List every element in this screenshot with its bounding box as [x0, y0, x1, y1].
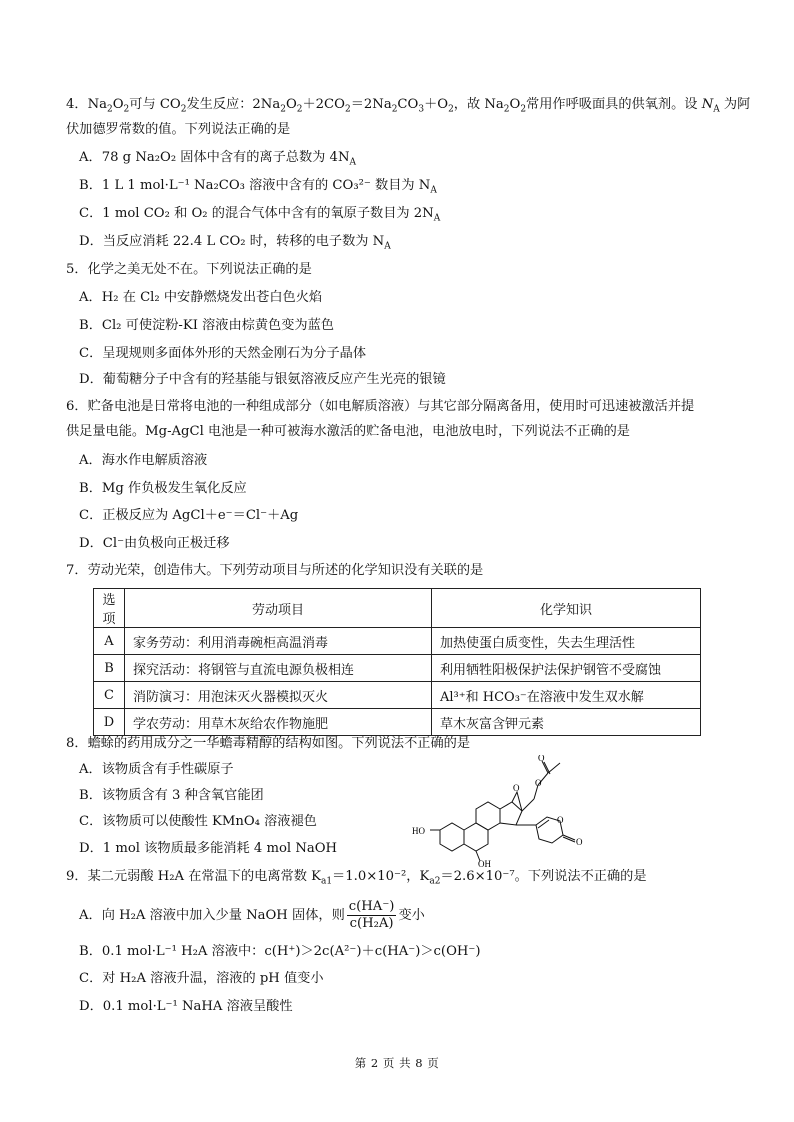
q4-option-b: B．1 L 1 mol·L⁻¹ Na₂CO₃ 溶液中含有的 CO₃²⁻ 数目为 $N_A$ — [79, 178, 437, 196]
q8-option-d: D．1 mol 该物质最多能消耗 4 mol NaOH — [79, 841, 338, 856]
fraction: $\frac{c(HA^-)}{\text{c(H₂A)}}$ — [348, 899, 395, 931]
row-task: 消防演习：用泡沫灭火器模拟灭火 — [125, 682, 432, 709]
table-row — [94, 628, 701, 655]
q4-option-c: C．1 mol CO₂ 和 O₂ 的混合气体中含有的氧原子数目为 $2N_A$ — [79, 206, 441, 224]
q5-option-c: C．呈现规则多面体外形的天然金刚石为分子晶体 — [79, 346, 367, 361]
q8-option-b: B．该物质含有 3 种含氧官能团 — [79, 788, 264, 803]
label-o-ester: O — [535, 778, 542, 788]
q5-option-b: B．Cl₂ 可使淀粉-KI 溶液由棕黄色变为蓝色 — [79, 318, 334, 333]
row-task: 家务劳动：利用消毒碗柜高温消毒 — [125, 628, 432, 655]
q9-option-c: C．对 H₂A 溶液升温，溶液的 pH 值变小 — [79, 971, 324, 986]
row-task: 学农劳动：用草木灰给农作物施肥 — [125, 709, 432, 736]
q6-option-d: D．Cl⁻由负极向正极迁移 — [79, 536, 230, 551]
row-option: D — [94, 709, 125, 736]
row-knowledge: Al³⁺和 HCO₃⁻在溶液中发生双水解 — [432, 682, 701, 709]
q4-stem-line2: 伏加德罗常数的值。下列说法正确的是 — [66, 122, 291, 137]
label-o-epoxide: O — [513, 783, 520, 793]
q6-option-a: A．海水作电解质溶液 — [79, 453, 208, 468]
row-knowledge: 利用牺牲阳极保护法保护钢管不受腐蚀 — [432, 655, 701, 682]
q6-stem-line1: 6．贮备电池是日常将电池的一种组成部分（如电解质溶液）与其它部分隔离备用，使用时可迅速被激活并提 — [66, 399, 695, 414]
row-option: B — [94, 655, 125, 682]
q9-option-d: D．0.1 mol·L⁻¹ NaHA 溶液呈酸性 — [79, 999, 293, 1014]
q4-option-a: A．78 g Na₂O₂ 固体中含有的离子总数为 $4N_A$ — [79, 150, 356, 168]
page-footer: 第 2 页 共 8 页 — [354, 1056, 440, 1070]
q9-option-a: A．向 H₂A 溶液中加入少量 NaOH 固体，则 $\frac{c(HA^-)}{\text{c(H₂A)}}$ 变小 — [79, 899, 425, 931]
row-task: 探究活动：将钢管与直流电源负极相连 — [125, 655, 432, 682]
header-task: 劳动项目 — [125, 589, 432, 628]
row-knowledge: 加热使蛋白质变性，失去生理活性 — [432, 628, 701, 655]
label-o-carbonyl: O — [538, 755, 545, 763]
label-ho: HO — [412, 826, 425, 836]
q8-option-c: C．该物质可以使酸性 KMnO₄ 溶液褪色 — [79, 814, 317, 829]
header-option: 选项 — [94, 589, 125, 628]
q5-stem: 5．化学之美无处不在。下列说法正确的是 — [66, 262, 312, 277]
row-option: A — [94, 628, 125, 655]
table-row — [94, 655, 701, 682]
header-knowledge: 化学知识 — [432, 589, 701, 628]
q7-table — [93, 588, 701, 736]
q9-option-b: B．0.1 mol·L⁻¹ H₂A 溶液中：c(H⁺)＞2c(A²⁻)＋c(HA⁻)＞c(OH⁻) — [79, 944, 481, 959]
q6-option-c: C．正极反应为 AgCl＋e⁻＝Cl⁻＋Ag — [79, 508, 299, 523]
table-row — [94, 682, 701, 709]
label-o-ring: O — [557, 815, 564, 825]
label-oh: OH — [478, 859, 491, 867]
table-row — [94, 709, 701, 736]
q8-option-a: A．该物质含有手性碳原子 — [79, 762, 234, 777]
q5-option-a: A．H₂ 在 Cl₂ 中安静燃烧发出苍白色火焰 — [79, 290, 323, 305]
q4-option-d: D．当反应消耗 22.4 L CO₂ 时，转移的电子数为 $N_A$ — [79, 234, 391, 252]
label-o-keto: O — [576, 837, 583, 847]
q5-option-d: D．葡萄糖分子中含有的羟基能与银氨溶液反应产生光亮的银镜 — [79, 372, 446, 387]
q6-option-b: B．Mg 作负极发生氧化反应 — [79, 481, 247, 496]
q9-stem: 9．某二元弱酸 H₂A 在常温下的电离常数 $K_{a1}=1.0\times 10^{-2}$，$K_{a2}=2.6\times 10^{-7}$。下列说法不正确的是 — [66, 869, 647, 887]
q8-stem: 8．蟾蜍的药用成分之一华蟾毒精醇的结构如图。下列说法不正确的是 — [66, 736, 471, 751]
q4-stem-line1: 4．$Na_2O_2$可与 $CO_2$发生反应：$2Na_2O_2+2CO_2=2Na_2CO_3+O_2$，故 $Na_2O_2$常用作呼吸面具的供氧剂。设 $N_A$ 为阿 — [66, 97, 751, 115]
table-header-row — [94, 589, 701, 628]
q6-stem-line2: 供足量电能。Mg-AgCl 电池是一种可被海水激活的贮备电池，电池放电时，下列说法不正确的是 — [66, 424, 630, 439]
q7-stem: 7．劳动光荣，创造伟大。下列劳动项目与所述的化学知识没有关联的是 — [66, 563, 484, 578]
molecule-structure-diagram — [410, 755, 610, 867]
row-option: C — [94, 682, 125, 709]
row-knowledge: 草木灰富含钾元素 — [432, 709, 701, 736]
